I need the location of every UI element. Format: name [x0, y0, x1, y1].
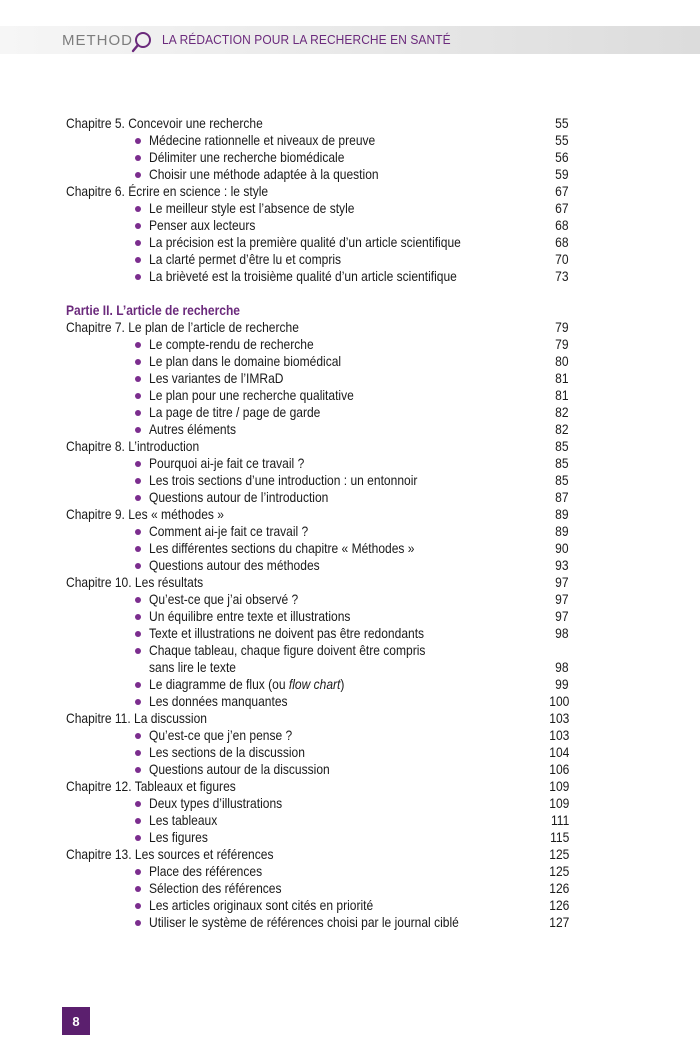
page-number: 104 — [548, 744, 569, 760]
bullet-icon — [135, 427, 141, 433]
toc-item[interactable] — [66, 336, 569, 353]
toc-item[interactable] — [66, 727, 569, 744]
page-number: 125 — [548, 846, 569, 862]
bullet-icon — [135, 903, 141, 909]
toc-item[interactable] — [66, 880, 569, 897]
page-number: 103 — [548, 710, 569, 726]
bullet-icon — [135, 699, 141, 705]
bullet-icon — [135, 376, 141, 382]
magnifier-o-icon — [131, 30, 155, 54]
page-number: 85 — [555, 472, 569, 488]
toc-item[interactable] — [66, 472, 569, 489]
bullet-icon — [135, 359, 141, 365]
toc-item[interactable] — [66, 421, 569, 438]
toc-chapter-12[interactable] — [66, 778, 569, 795]
toc-item[interactable] — [66, 455, 569, 472]
bullet-icon — [135, 614, 141, 620]
item-title-part: Le diagramme de flux (ou — [149, 676, 289, 692]
item-title: Les différentes sections du chapitre « Méthodes » — [149, 540, 415, 556]
toc-item-continued[interactable] — [66, 659, 569, 676]
chapter-title: Chapitre 11. La discussion — [66, 710, 207, 726]
bullet-icon — [135, 257, 141, 263]
page-number: 68 — [555, 234, 569, 250]
page-number: 67 — [555, 183, 569, 199]
item-title: Sélection des références — [149, 880, 282, 896]
toc-item[interactable] — [66, 676, 569, 693]
bullet-icon — [135, 240, 141, 246]
toc-item[interactable] — [66, 404, 569, 421]
item-title: La clarté permet d’être lu et compris — [149, 251, 342, 267]
bullet-icon — [135, 461, 141, 467]
bullet-icon — [135, 886, 141, 892]
bullet-icon — [135, 223, 141, 229]
bullet-icon — [135, 682, 141, 688]
toc-part-2[interactable] — [66, 302, 569, 319]
page-number: 125 — [548, 863, 569, 879]
toc-item[interactable] — [66, 200, 569, 217]
chapter-title: Chapitre 10. Les résultats — [66, 574, 204, 590]
page-number-badge: 8 — [62, 1007, 90, 1035]
chapter-title: Chapitre 6. Écrire en science : le style — [66, 183, 269, 199]
page-number: 115 — [549, 829, 569, 845]
toc-item[interactable] — [66, 370, 569, 387]
page-number: 55 — [555, 115, 569, 131]
bullet-icon — [135, 138, 141, 144]
bullet-icon — [135, 563, 141, 569]
chapter-title: Chapitre 9. Les « méthodes » — [66, 506, 224, 522]
page-number: 81 — [555, 387, 569, 403]
toc-chapter-11[interactable] — [66, 710, 569, 727]
brand-logo — [62, 30, 155, 50]
toc-item[interactable] — [66, 897, 569, 914]
toc-item[interactable] — [66, 166, 569, 183]
bullet-icon — [135, 631, 141, 637]
page-number: 87 — [555, 489, 569, 505]
toc-item[interactable] — [66, 642, 569, 659]
item-title: La page de titre / page de garde — [149, 404, 321, 420]
toc-item[interactable] — [66, 540, 569, 557]
bullet-icon — [135, 274, 141, 280]
book-title: LA RÉDACTION POUR LA RECHERCHE EN SANTÉ — [162, 32, 451, 47]
page-number: 79 — [555, 319, 569, 335]
toc-chapter-8[interactable] — [66, 438, 569, 455]
running-header — [0, 26, 700, 54]
toc-item[interactable] — [66, 914, 569, 931]
page-number: 59 — [555, 166, 569, 182]
item-title: Les tableaux — [149, 812, 218, 828]
toc-item[interactable] — [66, 523, 569, 540]
bullet-icon — [135, 495, 141, 501]
table-of-contents — [66, 115, 569, 931]
item-title: La précision est la première qualité d’un article scientifique — [149, 234, 461, 250]
page-number: 98 — [555, 625, 569, 641]
page-number: 68 — [555, 217, 569, 233]
item-title-continued: sans lire le texte — [149, 659, 237, 675]
item-title: Texte et illustrations ne doivent pas être redondants — [149, 625, 425, 641]
item-title: Les trois sections d’une introduction : un entonnoir — [149, 472, 418, 488]
page-number: 93 — [555, 557, 569, 573]
item-title: Chaque tableau, chaque figure doivent être compris — [149, 642, 426, 658]
item-title: Choisir une méthode adaptée à la question — [149, 166, 379, 182]
item-title: La brièveté est la troisième qualité d’un article scientifique — [149, 268, 457, 284]
item-title: Le plan pour une recherche qualitative — [149, 387, 354, 403]
page-number: 127 — [548, 914, 569, 930]
bullet-icon — [135, 750, 141, 756]
bullet-icon — [135, 478, 141, 484]
toc-item[interactable] — [66, 591, 569, 608]
toc-item[interactable] — [66, 625, 569, 642]
item-title: Médecine rationnelle et niveaux de preuve — [149, 132, 376, 148]
bullet-icon — [135, 818, 141, 824]
toc-item[interactable] — [66, 761, 569, 778]
page-number: 97 — [555, 574, 569, 590]
toc-chapter-7[interactable] — [66, 319, 569, 336]
bullet-icon — [135, 597, 141, 603]
item-title: Questions autour de la discussion — [149, 761, 330, 777]
page-number: 90 — [555, 540, 569, 556]
page-number: 70 — [555, 251, 569, 267]
page-number: 103 — [548, 727, 569, 743]
page-number: 109 — [548, 778, 569, 794]
page-number: 97 — [555, 591, 569, 607]
toc-item[interactable] — [66, 234, 569, 251]
toc-item[interactable] — [66, 608, 569, 625]
item-title: Qu’est-ce que j’en pense ? — [149, 727, 293, 743]
chapter-title: Chapitre 13. Les sources et références — [66, 846, 274, 862]
item-title: Les figures — [149, 829, 208, 845]
chapter-title: Chapitre 12. Tableaux et figures — [66, 778, 236, 794]
toc-item[interactable] — [66, 693, 569, 710]
bullet-icon — [135, 172, 141, 178]
bullet-icon — [135, 801, 141, 807]
item-title-mixed — [149, 676, 344, 693]
page-number: 98 — [555, 659, 569, 675]
toc-item[interactable] — [66, 387, 569, 404]
item-title: Deux types d’illustrations — [149, 795, 283, 811]
bullet-icon — [135, 529, 141, 535]
page-number: 126 — [548, 897, 569, 913]
page-number: 106 — [548, 761, 569, 777]
bullet-icon — [135, 648, 141, 654]
item-title: Place des références — [149, 863, 263, 879]
toc-chapter-10[interactable] — [66, 574, 569, 591]
item-title: Le plan dans le domaine biomédical — [149, 353, 342, 369]
page-number: 56 — [555, 149, 569, 165]
bullet-icon — [135, 767, 141, 773]
chapter-title: Chapitre 8. L’introduction — [66, 438, 200, 454]
item-title: Questions autour des méthodes — [149, 557, 320, 573]
page-number: 100 — [548, 693, 569, 709]
toc-item[interactable] — [66, 829, 569, 846]
page-number: 81 — [555, 370, 569, 386]
toc-item[interactable] — [66, 149, 569, 166]
part-title: Partie II. L’article de recherche — [66, 302, 241, 318]
brand-text: METHOD — [62, 31, 133, 49]
page-number: 79 — [555, 336, 569, 352]
page-number: 111 — [550, 812, 569, 828]
toc-chapter-6[interactable] — [66, 183, 569, 200]
item-title-end: ) — [340, 676, 345, 692]
page-number: 73 — [555, 268, 569, 284]
bullet-icon — [135, 869, 141, 875]
item-title: Le meilleur style est l’absence de style — [149, 200, 355, 216]
bullet-icon — [135, 206, 141, 212]
bullet-icon — [135, 546, 141, 552]
toc-chapter-5[interactable] — [66, 115, 569, 132]
bullet-icon — [135, 342, 141, 348]
item-title: Les sections de la discussion — [149, 744, 305, 760]
toc-chapter-13[interactable] — [66, 846, 569, 863]
toc-item[interactable] — [66, 812, 569, 829]
toc-item[interactable] — [66, 217, 569, 234]
item-title: Qu’est-ce que j’ai observé ? — [149, 591, 299, 607]
page-number: 80 — [555, 353, 569, 369]
toc-item[interactable] — [66, 489, 569, 506]
item-title: Les données manquantes — [149, 693, 288, 709]
page-number: 82 — [555, 404, 569, 420]
page-number: 126 — [548, 880, 569, 896]
item-title: Autres éléments — [149, 421, 237, 437]
toc-item[interactable] — [66, 353, 569, 370]
bullet-icon — [135, 155, 141, 161]
toc-item[interactable] — [66, 744, 569, 761]
toc-item[interactable] — [66, 132, 569, 149]
item-title: Comment ai-je fait ce travail ? — [149, 523, 309, 539]
page-number: 55 — [555, 132, 569, 148]
bullet-icon — [135, 920, 141, 926]
item-title: Un équilibre entre texte et illustrations — [149, 608, 351, 624]
chapter-title: Chapitre 5. Concevoir une recherche — [66, 115, 263, 131]
page-number: 85 — [555, 455, 569, 471]
page-number: 82 — [555, 421, 569, 437]
page-number: 99 — [555, 676, 569, 692]
item-title: Le compte-rendu de recherche — [149, 336, 314, 352]
page-number: 97 — [555, 608, 569, 624]
item-title: Pourquoi ai-je fait ce travail ? — [149, 455, 305, 471]
toc-item[interactable] — [66, 557, 569, 574]
item-title-italic: flow chart — [288, 676, 341, 692]
page-number: 89 — [555, 523, 569, 539]
page-number: 85 — [555, 438, 569, 454]
item-title: Penser aux lecteurs — [149, 217, 256, 233]
section-spacer — [66, 285, 569, 302]
toc-item[interactable] — [66, 795, 569, 812]
toc-item[interactable] — [66, 863, 569, 880]
toc-item[interactable] — [66, 251, 569, 268]
bullet-icon — [135, 393, 141, 399]
page-number: 89 — [555, 506, 569, 522]
bullet-icon — [135, 733, 141, 739]
toc-chapter-9[interactable] — [66, 506, 569, 523]
item-title: Les variantes de l’IMRaD — [149, 370, 284, 386]
bullet-icon — [135, 835, 141, 841]
toc-item[interactable] — [66, 268, 569, 285]
page-number: 109 — [548, 795, 569, 811]
chapter-title: Chapitre 7. Le plan de l’article de recherche — [66, 319, 299, 335]
item-title: Les articles originaux sont cités en priorité — [149, 897, 374, 913]
item-title: Utiliser le système de références choisi par le journal ciblé — [149, 914, 459, 930]
item-title: Questions autour de l’introduction — [149, 489, 329, 505]
page-number: 67 — [555, 200, 569, 216]
item-title: Délimiter une recherche biomédicale — [149, 149, 345, 165]
bullet-icon — [135, 410, 141, 416]
